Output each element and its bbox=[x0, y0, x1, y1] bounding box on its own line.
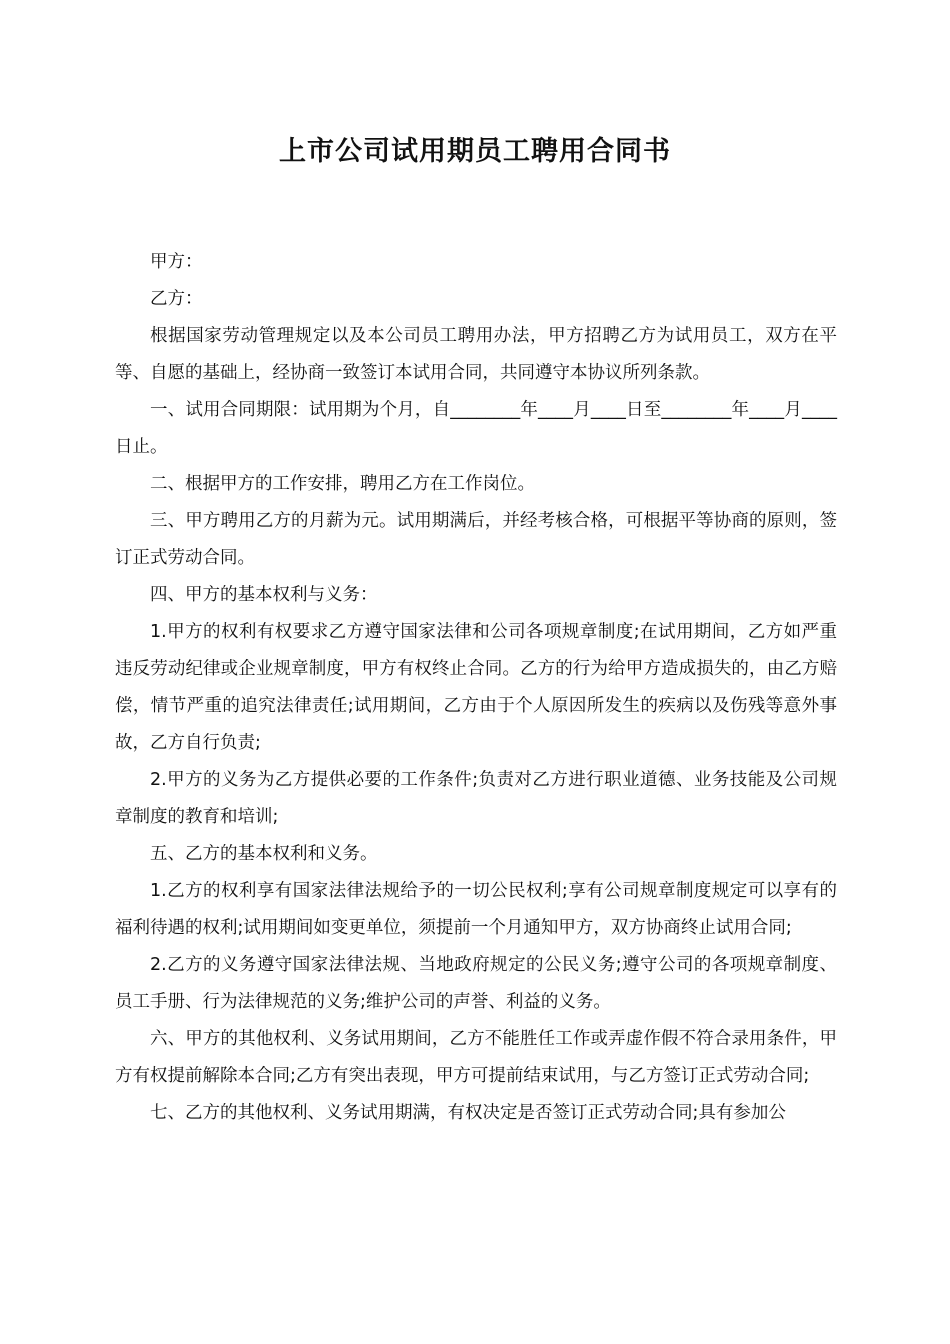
clause-6-paragraph: 六、甲方的其他权利、义务试用期间，乙方不能胜任工作或弄虚作假不符合录用条件，甲方有权提前解除本合同;乙方有突出表现，甲方可提前结束试用，与乙方签订正式劳动合同; bbox=[115, 1029, 837, 1086]
party-a-line: 甲方： bbox=[150, 252, 203, 272]
clause-3-paragraph: 三、甲方聘用乙方的月薪为元。试用期满后，并经考核合格，可根据平等协商的原则，签订正式劳动合同。 bbox=[115, 511, 837, 568]
document-body bbox=[115, 244, 837, 1132]
clause-4-item-2: 2.甲方的义务为乙方提供必要的工作条件;负责对乙方进行职业道德、业务技能及公司规章制度的教育和培训; bbox=[115, 770, 837, 827]
clause-1-paragraph: 一、试用合同期限：试用期为个月，自________年____月____日至________年____月____日止。 bbox=[115, 400, 837, 457]
clause-5-heading: 五、乙方的基本权利和义务。 bbox=[150, 844, 378, 864]
document-title: 上市公司试用期员工聘用合同书 bbox=[279, 136, 671, 167]
clause-7-paragraph: 七、乙方的其他权利、义务试用期满，有权决定是否签订正式劳动合同;具有参加公 bbox=[150, 1103, 786, 1123]
clause-5-item-2: 2.乙方的义务遵守国家法律法规、当地政府规定的公民义务;遵守公司的各项规章制度、员工手册、行为法律规范的义务;维护公司的声誉、利益的义务。 bbox=[115, 955, 837, 1012]
clause-5-item-1: 1.乙方的权利享有国家法律法规给予的一切公民权利;享有公司规章制度规定可以享有的福利待遇的权利;试用期间如变更单位，须提前一个月通知甲方，双方协商终止试用合同; bbox=[115, 881, 837, 938]
clause-4-item-1: 1.甲方的权利有权要求乙方遵守国家法律和公司各项规章制度;在试用期间，乙方如严重违反劳动纪律或企业规章制度，甲方有权终止合同。乙方的行为给甲方造成损失的，由乙方赔偿，情节严重的追究法律责任;试用期间，乙方由于个人原因所发生的疾病以及伤残等意外事故，乙方自行负责; bbox=[115, 622, 837, 753]
clause-4-heading: 四、甲方的基本权利与义务： bbox=[150, 585, 378, 605]
party-b-line: 乙方： bbox=[150, 289, 203, 309]
clause-2-paragraph: 二、根据甲方的工作安排，聘用乙方在工作岗位。 bbox=[150, 474, 535, 494]
preamble-paragraph: 根据国家劳动管理规定以及本公司员工聘用办法，甲方招聘乙方为试用员工，双方在平等、自愿的基础上，经协商一致签订本试用合同，共同遵守本协议所列条款。 bbox=[115, 326, 837, 383]
